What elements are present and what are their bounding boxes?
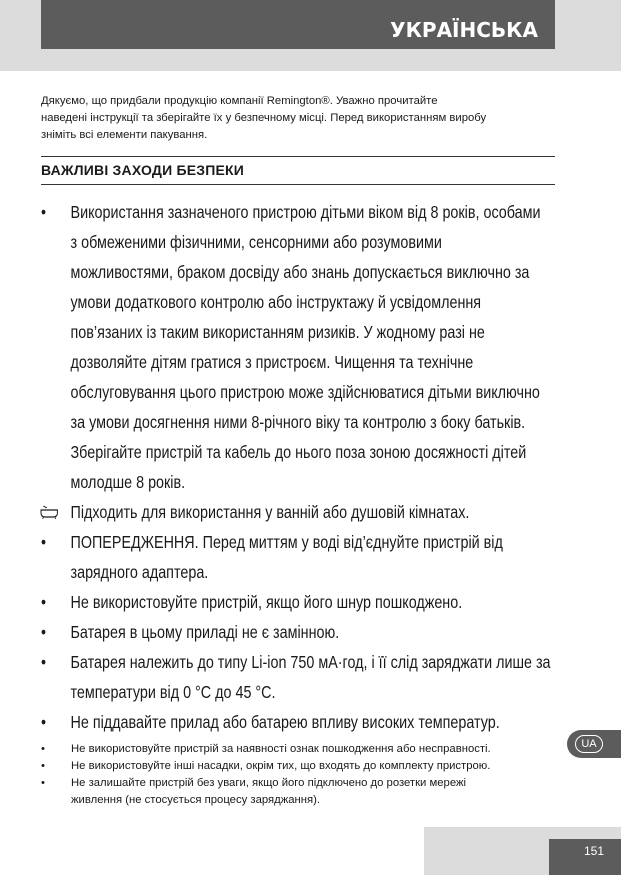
list-item-line: з обмеженими фізичними, сенсорними або розумовими xyxy=(70,232,442,252)
list-item-line: Не залишайте пристрій без уваги, якщо його підключено до розетки мережі xyxy=(71,777,467,789)
intro-line: Дякуємо, що придбали продукцію компанії Remington®. Уважно прочитайте xyxy=(41,95,438,107)
list-item-line: можливостями, браком досвіду або знань допускається виключно за xyxy=(70,262,530,282)
list-item-line: Батарея належить до типу Li-ion 750 мА·год, і її слід заряджати лише за xyxy=(70,652,551,672)
bullet: • xyxy=(41,777,45,789)
list-item-line: за умови досягнення ними 8-річного віку та контролю з боку батьків. xyxy=(70,412,526,432)
list-item xyxy=(41,587,467,617)
list-item-line: Використання зазначеного пристрою дітьми віком від 8 років, особами xyxy=(70,202,541,222)
page-number: 151 xyxy=(583,844,604,858)
list-item-line: живлення (не стосується процесу заряджання). xyxy=(71,794,321,806)
list-item-line: Батарея в цьому приладі не є замінною. xyxy=(70,622,340,642)
list-item xyxy=(41,197,541,497)
bathtub-icon xyxy=(39,505,59,519)
bullet: • xyxy=(41,532,47,552)
list-item xyxy=(41,527,503,587)
bullet: • xyxy=(41,712,47,732)
list-item-line: Не використовуйте інші насадки, окрім тих, що входять до комплекту пристрою. xyxy=(71,760,491,772)
heading-rule-bottom xyxy=(41,184,555,185)
list-item xyxy=(41,497,470,527)
list-item xyxy=(41,741,561,758)
language-title: УКРАЇНСЬКА xyxy=(390,18,538,42)
list-item-line: Не піддавайте прилад або батарею впливу високих температур. xyxy=(70,712,500,732)
heading-rule-top xyxy=(41,156,555,157)
list-item-line: обслуговування цього пристрою може здійснюватися дітьми виключно xyxy=(70,382,540,402)
list-item xyxy=(41,758,561,775)
list-item xyxy=(41,617,467,647)
intro-line: зніміть всі елементи пакування. xyxy=(41,129,208,141)
list-item xyxy=(41,775,561,809)
list-item-line: ПОПЕРЕДЖЕННЯ. Перед миттям у воді від’єднуйте пристрій від xyxy=(70,532,503,552)
list-item-line: Підходить для використання у ванній або душовій кімнатах. xyxy=(70,502,470,522)
list-item-line: зарядного адаптера. xyxy=(70,562,209,582)
list-item-line: пов’язаних із таким використанням ризиків. У жодному разі не xyxy=(70,322,485,342)
bullet: • xyxy=(41,202,47,222)
bullet: • xyxy=(41,652,47,672)
language-title-bar xyxy=(41,0,555,49)
list-item-line: Не використовуйте пристрій за наявності ознак пошкодження або несправності. xyxy=(71,743,491,755)
bullet: • xyxy=(41,592,47,612)
list-item-line: температури від 0 °C до 45 °C. xyxy=(70,682,276,702)
page-number-box xyxy=(549,839,621,875)
safety-list-small xyxy=(41,741,561,809)
list-item-line: умови додаткового контролю або інструктажу й усвідомлення xyxy=(70,292,482,312)
list-item xyxy=(41,647,551,707)
list-item-line: молодше 8 років. xyxy=(70,472,186,492)
bullet: • xyxy=(41,760,45,772)
list-item-line: дозволяйте дітям гратися з пристроєм. Чищення та технічне xyxy=(70,352,474,372)
list-item-line: Не використовуйте пристрій, якщо його шнур пошкоджено. xyxy=(70,592,463,612)
list-item-line: Зберігайте пристрій та кабель до нього поза зоною досяжності дітей xyxy=(70,442,527,462)
safety-list xyxy=(41,197,551,737)
language-side-tab xyxy=(567,730,621,758)
ua-badge: UA xyxy=(575,735,603,753)
bullet: • xyxy=(41,622,47,642)
intro-line: наведені інструкції та зберігайте їх у безпечному місці. Перед використанням виробу xyxy=(41,112,487,124)
intro-paragraph xyxy=(41,93,555,144)
list-item xyxy=(41,707,500,737)
bullet: • xyxy=(41,743,45,755)
section-heading: ВАЖЛИВІ ЗАХОДИ БЕЗПЕКИ xyxy=(41,162,245,178)
